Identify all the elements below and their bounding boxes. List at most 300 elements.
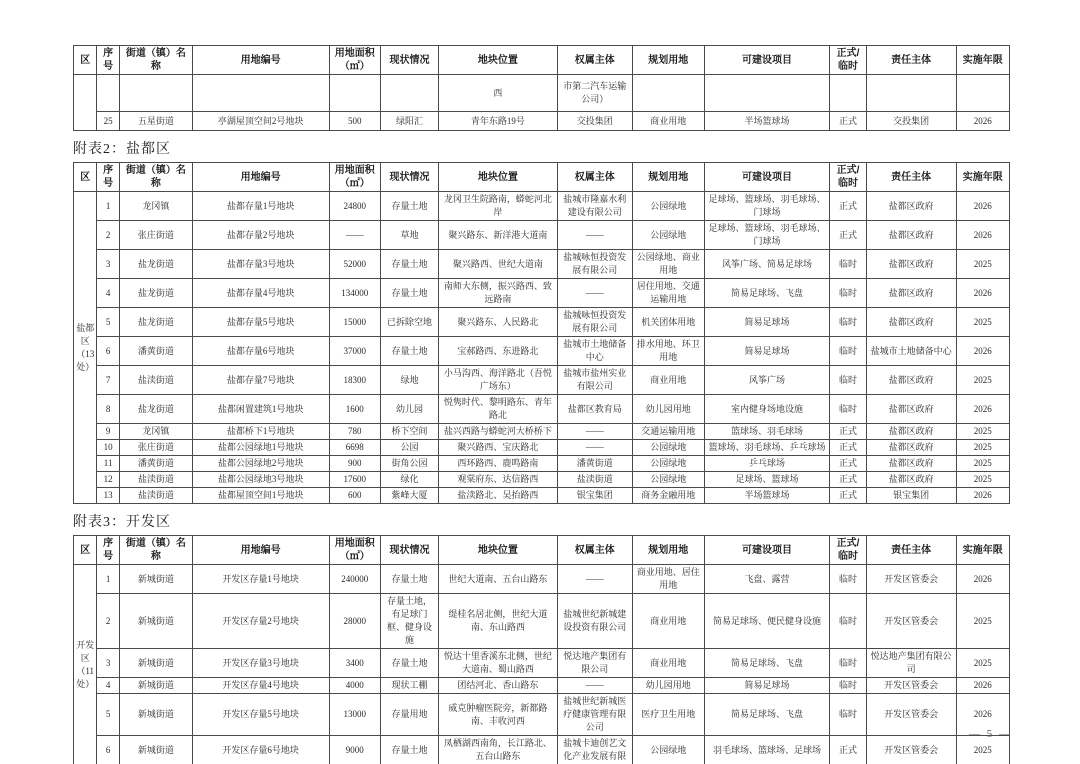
table-cell: 绿地 <box>380 366 438 395</box>
table-cell: 存量土地 <box>380 192 438 221</box>
table-row <box>74 250 1010 279</box>
table-cell: 10 <box>97 440 119 456</box>
table-cell: 聚兴路西、宝庆路北 <box>439 440 558 456</box>
table-cell: 盐城世纪新城建设投资有限公司 <box>557 594 632 649</box>
table-cell: 商业用地 <box>632 366 704 395</box>
table-cell: 紫峰大厦 <box>380 488 438 504</box>
table-cell: 商业用地 <box>632 112 704 131</box>
table-cell: 商业用地 <box>632 594 704 649</box>
table-cell: —— <box>557 678 632 694</box>
table-cell: 盐渎路北、吴抬路西 <box>439 488 558 504</box>
table-cell: 存量用地 <box>380 694 438 736</box>
table-cell: 已拆除空地 <box>380 308 438 337</box>
table-cell: 盐都区政府 <box>866 424 956 440</box>
table-cell: 2026 <box>956 337 1009 366</box>
table-cell: 简易足球场、飞盘 <box>704 694 829 736</box>
table-cell: 临时 <box>830 395 867 424</box>
table-cell: 机关团体用地 <box>632 308 704 337</box>
table3-title: 附表3：开发区 <box>73 515 171 530</box>
table-cell: 18300 <box>329 366 380 395</box>
table-row <box>74 424 1010 440</box>
table-row <box>74 337 1010 366</box>
table-row <box>74 678 1010 694</box>
table-cell: 开发区存量4号地块 <box>192 678 329 694</box>
table-cell: 盐都区政府 <box>866 456 956 472</box>
table-cell: 开发区管委会 <box>866 678 956 694</box>
column-header: 用地面积（㎡） <box>329 163 380 192</box>
column-header: 规划用地 <box>632 163 704 192</box>
table-cell: 盐龙街道 <box>119 250 192 279</box>
table-cell: 正式 <box>830 736 867 764</box>
table-cell: 团结河北、香山路东 <box>439 678 558 694</box>
table-cell: 2026 <box>956 565 1009 594</box>
table-cell: 篮球场、羽毛球场 <box>704 424 829 440</box>
table-header <box>74 163 1010 192</box>
table-row <box>74 565 1010 594</box>
column-header: 实施年限 <box>956 536 1009 565</box>
table-cell: 五星街道 <box>119 112 192 131</box>
table-cell: 公园绿地 <box>632 456 704 472</box>
table-cell: 28000 <box>329 594 380 649</box>
table-cell: 开发区存量6号地块 <box>192 736 329 764</box>
table-cell: 17600 <box>329 472 380 488</box>
table-cell: —— <box>557 279 632 308</box>
table-cell: 临时 <box>830 250 867 279</box>
table-cell: 2026 <box>956 192 1009 221</box>
table-cell: 绿阳汇 <box>380 112 438 131</box>
table-cell: 2025 <box>956 440 1009 456</box>
table-cell: 悦隽时代、黎明路东、青年路北 <box>439 395 558 424</box>
table-cell: 开发区存量1号地块 <box>192 565 329 594</box>
table-cell: 存量土地，有足球门框、健身设施 <box>380 594 438 649</box>
table-cell <box>329 75 380 112</box>
table-cell: 缇桂名居北侧，世纪大道南、东山路西 <box>439 594 558 649</box>
table-cell: 市第二汽车运输公司） <box>557 75 632 112</box>
table-row <box>74 440 1010 456</box>
table-cell: 2026 <box>956 678 1009 694</box>
table-cell: 开发区管委会 <box>866 594 956 649</box>
column-header: 用地面积（㎡） <box>329 46 380 75</box>
continuation-table <box>73 45 1010 131</box>
table-cell: 商业用地 <box>632 649 704 678</box>
table-cell: 盐都公园绿地2号地块 <box>192 456 329 472</box>
table-cell: 聚兴路东、人民路北 <box>439 308 558 337</box>
table-row <box>74 308 1010 337</box>
table-cell: 盐都公园绿地3号地块 <box>192 472 329 488</box>
table-cell: 新城街道 <box>119 594 192 649</box>
district-cell: 盐都区（13处） <box>74 192 97 504</box>
column-header: 区 <box>74 163 97 192</box>
table-cell: 盐都存量4号地块 <box>192 279 329 308</box>
table-cell: 存量土地 <box>380 279 438 308</box>
table-row <box>74 279 1010 308</box>
table-cell: 新城街道 <box>119 678 192 694</box>
table-cell: 盐都存量5号地块 <box>192 308 329 337</box>
table-cell: 乒乓球场 <box>704 456 829 472</box>
table-cell: 134000 <box>329 279 380 308</box>
table-cell: 风筝广场、简易足球场 <box>704 250 829 279</box>
table-header <box>74 46 1010 75</box>
table-cell: 开发区管委会 <box>866 694 956 736</box>
table-row <box>74 366 1010 395</box>
table-row <box>74 649 1010 678</box>
table-cell: 龙冈卫生院路南，蟒蛇河北岸 <box>439 192 558 221</box>
column-header: 地块位置 <box>439 46 558 75</box>
table-cell: 1 <box>97 565 119 594</box>
table-cell: 宝郝路西、东进路北 <box>439 337 558 366</box>
table-cell: —— <box>557 440 632 456</box>
table-cell: 交投集团 <box>557 112 632 131</box>
table-cell: 简易足球场 <box>704 308 829 337</box>
table-cell: 足球场、篮球场、羽毛球场、门球场 <box>704 221 829 250</box>
table-cell <box>956 75 1009 112</box>
table-cell: 幼儿园 <box>380 395 438 424</box>
table-cell: 足球场、篮球场、羽毛球场、门球场 <box>704 192 829 221</box>
table-cell: 正式 <box>830 192 867 221</box>
table-cell: 2025 <box>956 736 1009 764</box>
table-cell: 开发区管委会 <box>866 736 956 764</box>
table-cell: 公园绿地 <box>632 192 704 221</box>
table-cell: 新城街道 <box>119 694 192 736</box>
table-cell: 桥下空间 <box>380 424 438 440</box>
table-body <box>74 192 1010 504</box>
table-cell <box>704 75 829 112</box>
table-cell: 临时 <box>830 565 867 594</box>
column-header: 责任主体 <box>866 46 956 75</box>
table-cell: 悦达地产集团有限公司 <box>557 649 632 678</box>
table-cell: 潘黄街道 <box>119 337 192 366</box>
column-header: 可建设项目 <box>704 163 829 192</box>
table-cell: 盐渎街道 <box>557 472 632 488</box>
table-cell: 盐城市盐州实业有限公司 <box>557 366 632 395</box>
table-cell: 亭湖屋顶空间2号地块 <box>192 112 329 131</box>
table-cell: 盐渎街道 <box>119 366 192 395</box>
table-cell: 盐都存量3号地块 <box>192 250 329 279</box>
table-cell: —— <box>329 221 380 250</box>
table-cell: 2025 <box>956 250 1009 279</box>
table-row <box>74 221 1010 250</box>
table-cell: 15000 <box>329 308 380 337</box>
table-cell: —— <box>557 424 632 440</box>
table-cell: 24800 <box>329 192 380 221</box>
table-cell: 盐龙街道 <box>119 308 192 337</box>
table-row <box>74 488 1010 504</box>
table-cell: 2026 <box>956 395 1009 424</box>
column-header: 用地编号 <box>192 46 329 75</box>
table-cell: 盐都桥下1号地块 <box>192 424 329 440</box>
table-cell: 新城街道 <box>119 649 192 678</box>
table-cell: 4000 <box>329 678 380 694</box>
table-cell: 绿化 <box>380 472 438 488</box>
table-cell: 盐都区政府 <box>866 395 956 424</box>
column-header: 序号 <box>97 163 119 192</box>
table-cell: 新城街道 <box>119 736 192 764</box>
table-row <box>74 395 1010 424</box>
table-cell: 公园绿地、商业用地 <box>632 250 704 279</box>
table-cell: 2025 <box>956 308 1009 337</box>
table-cell: 交通运输用地 <box>632 424 704 440</box>
table-cell: 凤栖湖西南角，长江路北、五台山路东 <box>439 736 558 764</box>
table-cell: 盐都区政府 <box>866 366 956 395</box>
table-cell: 25 <box>97 112 119 131</box>
table-cell: 观棠府东、达信路西 <box>439 472 558 488</box>
table-cell <box>830 75 867 112</box>
table-cell: 900 <box>329 456 380 472</box>
table-cell: 青年东路19号 <box>439 112 558 131</box>
table-cell <box>380 75 438 112</box>
table-cell: 盐龙街道 <box>119 279 192 308</box>
table-cell: 盐城市土地储备中心 <box>557 337 632 366</box>
table-cell: 商务金融用地 <box>632 488 704 504</box>
table-cell: —— <box>557 221 632 250</box>
table-cell: 盐龙街道 <box>119 395 192 424</box>
table-cell: 7 <box>97 366 119 395</box>
table-cell: 2026 <box>956 112 1009 131</box>
table-cell: 盐都区政府 <box>866 250 956 279</box>
table-cell: 公园绿地 <box>632 736 704 764</box>
column-header: 用地编号 <box>192 536 329 565</box>
table-cell: 室内健身场地设施 <box>704 395 829 424</box>
table-cell: 盐都区政府 <box>866 308 956 337</box>
table-cell: 临时 <box>830 649 867 678</box>
table-cell: 盐渎街道 <box>119 488 192 504</box>
column-header: 序号 <box>97 536 119 565</box>
table-cell: 医疗卫生用地 <box>632 694 704 736</box>
table-cell: 盐城市隆嘉水利建设有限公司 <box>557 192 632 221</box>
table-cell: 存量土地 <box>380 649 438 678</box>
table-row <box>74 594 1010 649</box>
table-cell: 2026 <box>956 279 1009 308</box>
table-cell: 正式 <box>830 424 867 440</box>
table-cell: 52000 <box>329 250 380 279</box>
table-cell: —— <box>557 565 632 594</box>
table-header <box>74 536 1010 565</box>
table-cell: 盐城咏恒投资发展有限公司 <box>557 308 632 337</box>
table-cell: 现状工棚 <box>380 678 438 694</box>
table-cell: 盐都区政府 <box>866 472 956 488</box>
table-cell: 2026 <box>956 221 1009 250</box>
column-header: 权属主体 <box>557 46 632 75</box>
table-cell: 飞盘、露营 <box>704 565 829 594</box>
table-cell: 12 <box>97 472 119 488</box>
district-cell: 开发区（11处） <box>74 565 97 764</box>
column-header: 权属主体 <box>557 536 632 565</box>
column-header: 责任主体 <box>866 163 956 192</box>
table-cell: 4 <box>97 279 119 308</box>
table-cell: 张庄街道 <box>119 221 192 250</box>
table-cell: 张庄街道 <box>119 440 192 456</box>
table-cell: 足球场、篮球场 <box>704 472 829 488</box>
table-cell: 盐都存量6号地块 <box>192 337 329 366</box>
table-cell: 开发区存量5号地块 <box>192 694 329 736</box>
table-cell: 盐都公园绿地1号地块 <box>192 440 329 456</box>
table-cell: 盐都存量7号地块 <box>192 366 329 395</box>
table-cell: 简易足球场 <box>704 678 829 694</box>
table-cell: 2025 <box>956 424 1009 440</box>
table-cell: 聚兴路东、新洋港大道南 <box>439 221 558 250</box>
table-cell: 开发区存量3号地块 <box>192 649 329 678</box>
table-row <box>74 472 1010 488</box>
table-cell: 盐都区政府 <box>866 279 956 308</box>
table-cell: 8 <box>97 395 119 424</box>
column-header: 现状情况 <box>380 536 438 565</box>
table-cell: 37000 <box>329 337 380 366</box>
table-cell: 6698 <box>329 440 380 456</box>
table-cell: 临时 <box>830 308 867 337</box>
table-cell: 临时 <box>830 594 867 649</box>
table-cell: 780 <box>329 424 380 440</box>
table-cell: 龙冈镇 <box>119 192 192 221</box>
table-cell: 盐都闲置建筑1号地块 <box>192 395 329 424</box>
header-row <box>74 163 1010 192</box>
column-header: 正式/临时 <box>830 536 867 565</box>
table-cell: 盐城卡迪创艺文化产业发展有限 <box>557 736 632 764</box>
table-cell: 临时 <box>830 694 867 736</box>
table-cell: 银宝集团 <box>866 488 956 504</box>
table-cell: 正式 <box>830 112 867 131</box>
table-cell <box>119 75 192 112</box>
table-cell: 公园绿地 <box>632 472 704 488</box>
table-cell: 存量土地 <box>380 250 438 279</box>
table-cell: 240000 <box>329 565 380 594</box>
table-cell: 羽毛球场、篮球场、足球场 <box>704 736 829 764</box>
table-cell: 公园 <box>380 440 438 456</box>
table-cell: 临时 <box>830 366 867 395</box>
table-cell: 盐都区政府 <box>866 192 956 221</box>
table-cell: 11 <box>97 456 119 472</box>
column-header: 正式/临时 <box>830 46 867 75</box>
table-cell: 新城街道 <box>119 565 192 594</box>
column-header: 规划用地 <box>632 536 704 565</box>
table-cell <box>192 75 329 112</box>
table-row <box>74 736 1010 764</box>
table-cell <box>866 75 956 112</box>
table-cell: 临时 <box>830 279 867 308</box>
table-cell: 存量土地 <box>380 565 438 594</box>
header-row <box>74 536 1010 565</box>
page-number: — 5 — <box>969 728 1012 740</box>
table-cell: 正式 <box>830 472 867 488</box>
table-cell: 公园绿地 <box>632 440 704 456</box>
table-cell: 2025 <box>956 472 1009 488</box>
table-cell: 草地 <box>380 221 438 250</box>
table-cell: 临时 <box>830 678 867 694</box>
table-cell: 600 <box>329 488 380 504</box>
column-header: 用地面积（㎡） <box>329 536 380 565</box>
table-cell: 悦达地产集团有限公司 <box>866 649 956 678</box>
table-cell: 5 <box>97 308 119 337</box>
table-cell: 盐渎街道 <box>119 472 192 488</box>
table-cell: 盐兴西路与蟒蛇河大桥桥下 <box>439 424 558 440</box>
table-cell: 临时 <box>830 337 867 366</box>
table-cell: 威克肿瘤医院旁，新都路南、丰收河西 <box>439 694 558 736</box>
table-cell: 2025 <box>956 649 1009 678</box>
development-zone-table <box>73 535 1010 764</box>
table-cell: 半场篮球场 <box>704 488 829 504</box>
table-cell: 存量土地 <box>380 337 438 366</box>
table-cell: 6 <box>97 337 119 366</box>
column-header: 可建设项目 <box>704 46 829 75</box>
table-cell: 正式 <box>830 456 867 472</box>
table-cell: 3 <box>97 250 119 279</box>
column-header: 现状情况 <box>380 46 438 75</box>
district-cell <box>74 75 97 131</box>
table-cell: 盐城咏恒投资发展有限公司 <box>557 250 632 279</box>
table-cell: 开发区存量2号地块 <box>192 594 329 649</box>
table-cell <box>97 75 119 112</box>
table-cell: 6 <box>97 736 119 764</box>
table-cell: 小马沟西、海洋路北（吾悦广场东） <box>439 366 558 395</box>
table-cell: 正式 <box>830 440 867 456</box>
column-header: 地块位置 <box>439 163 558 192</box>
table-cell: 公园绿地 <box>632 221 704 250</box>
table-cell: 简易足球场、便民健身设施 <box>704 594 829 649</box>
table-cell: 潘黄街道 <box>557 456 632 472</box>
table-cell: 龙冈镇 <box>119 424 192 440</box>
column-header: 街道（镇）名称 <box>119 46 192 75</box>
column-header: 正式/临时 <box>830 163 867 192</box>
column-header: 用地编号 <box>192 163 329 192</box>
table-cell: 悦达十里香溪东北侧，世纪大道南、蜀山路西 <box>439 649 558 678</box>
table-cell: 简易足球场、飞盘 <box>704 649 829 678</box>
column-header: 实施年限 <box>956 46 1009 75</box>
column-header: 实施年限 <box>956 163 1009 192</box>
table-cell: 西 <box>439 75 558 112</box>
column-header: 区 <box>74 46 97 75</box>
table-cell: 篮球场、羽毛球场、乒乓球场 <box>704 440 829 456</box>
table-cell: 潘黄街道 <box>119 456 192 472</box>
table-cell: 盐城世纪新城医疗健康管理有限公司 <box>557 694 632 736</box>
table-cell: 3 <box>97 649 119 678</box>
table-row <box>74 112 1010 131</box>
table-cell: 2 <box>97 221 119 250</box>
column-header: 现状情况 <box>380 163 438 192</box>
table-cell: 4 <box>97 678 119 694</box>
table-cell: 幼儿园用地 <box>632 395 704 424</box>
table-cell: 1 <box>97 192 119 221</box>
table-cell: 2025 <box>956 594 1009 649</box>
table-cell: 2025 <box>956 456 1009 472</box>
table-cell: 盐城市土地储备中心 <box>866 337 956 366</box>
table-cell: 5 <box>97 694 119 736</box>
table-cell: 排水用地、环卫用地 <box>632 337 704 366</box>
table-cell: 正式 <box>830 488 867 504</box>
table2-title: 附表2：盐都区 <box>73 142 171 157</box>
table-row <box>74 456 1010 472</box>
table-cell: 盐都存量2号地块 <box>192 221 329 250</box>
table-cell: 街角公园 <box>380 456 438 472</box>
table-cell: 简易足球场、飞盘 <box>704 279 829 308</box>
table-cell: 2 <box>97 594 119 649</box>
table-cell: 盐都区教育局 <box>557 395 632 424</box>
table-cell: 正式 <box>830 221 867 250</box>
table-cell: 3400 <box>329 649 380 678</box>
table-cell: 开发区管委会 <box>866 565 956 594</box>
table-cell: 交投集团 <box>866 112 956 131</box>
column-header: 权属主体 <box>557 163 632 192</box>
table-cell: 2025 <box>956 366 1009 395</box>
table-cell: 1600 <box>329 395 380 424</box>
table-cell: 世纪大道南、五台山路东 <box>439 565 558 594</box>
table-cell: 9000 <box>329 736 380 764</box>
table-cell: 盐都区政府 <box>866 440 956 456</box>
table-cell: 聚兴路西、世纪大道南 <box>439 250 558 279</box>
table-body <box>74 75 1010 131</box>
column-header: 可建设项目 <box>704 536 829 565</box>
table-cell: 简易足球场 <box>704 337 829 366</box>
page-content <box>73 45 1010 764</box>
table-cell: 2026 <box>956 488 1009 504</box>
